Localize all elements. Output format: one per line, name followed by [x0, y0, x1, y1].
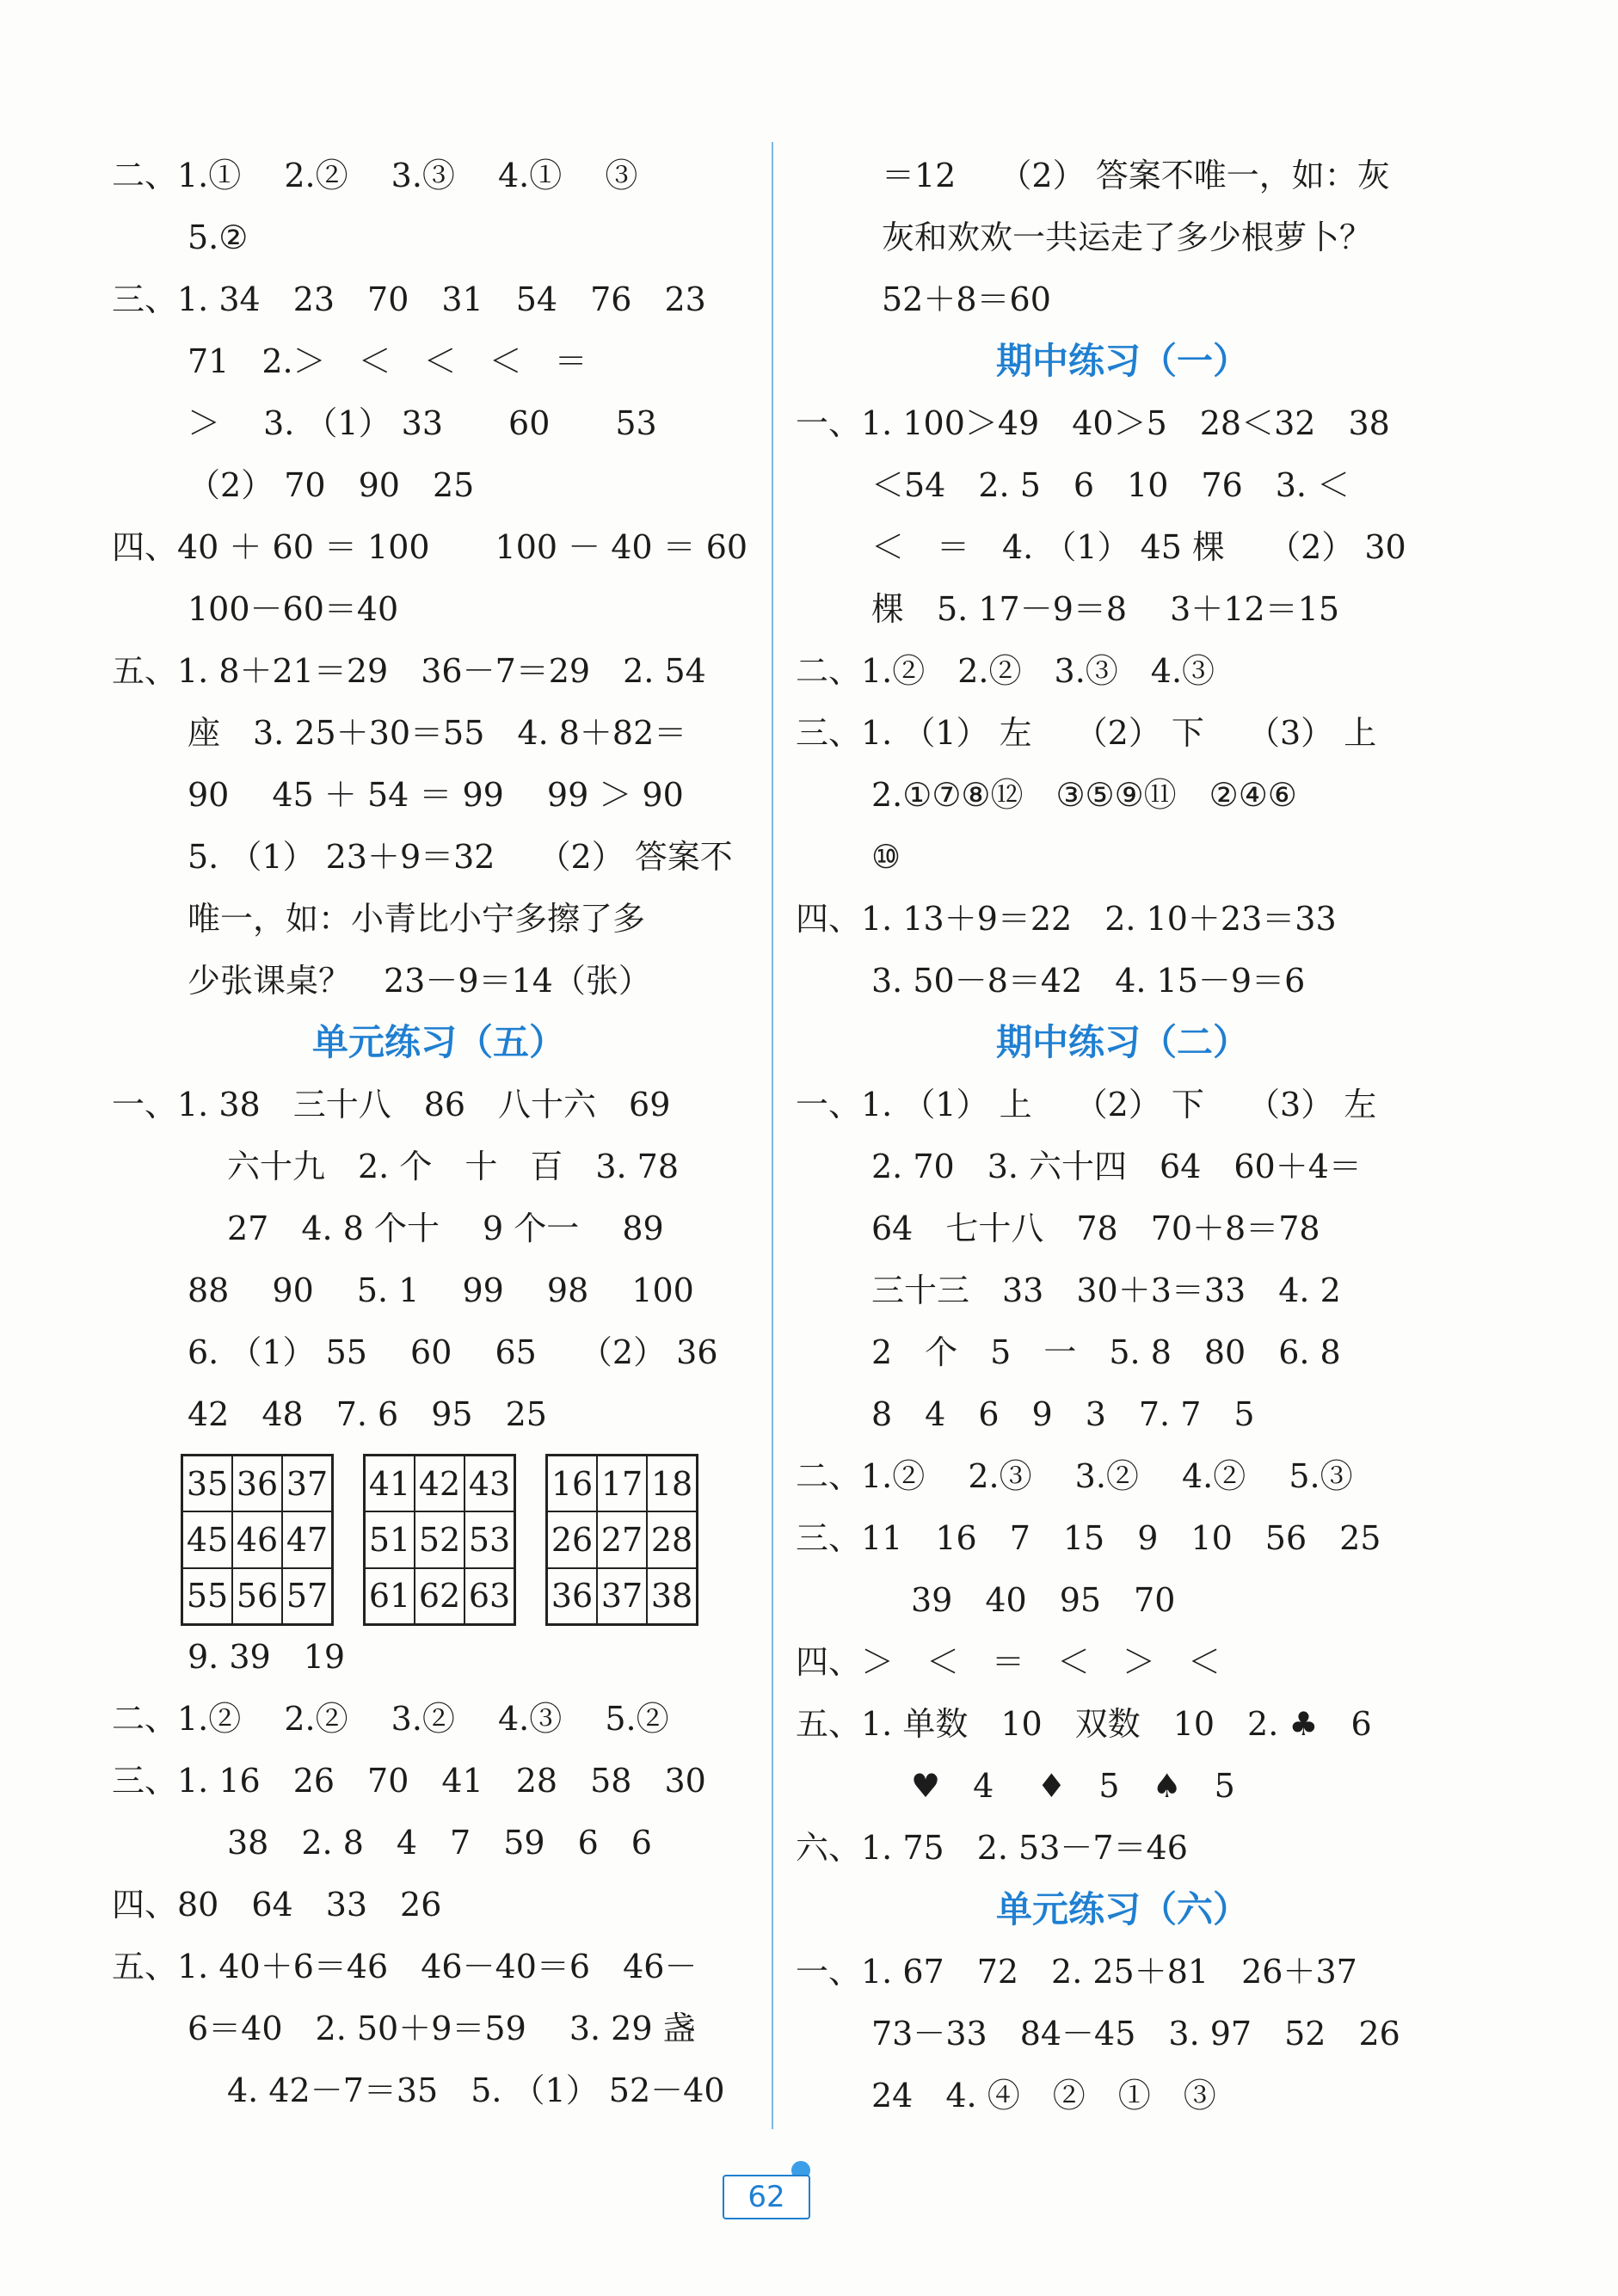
left-section-c: [112, 1626, 766, 2121]
grid-cell: 36: [547, 1568, 598, 1625]
answer-line: 一、1. （1） 上 （2） 下 （3） 左: [796, 1086, 1377, 1123]
answer-line: ♥ 4 ♦ 5 ♠ 5: [911, 1767, 1235, 1805]
grid-cell: 38: [647, 1568, 698, 1625]
answer-line: 5. （1） 23＋9＝32 （2） 答案不: [188, 838, 733, 876]
grid-cell: 27: [597, 1511, 647, 1567]
section-heading-unit-5: 单元练习（五）: [311, 1021, 565, 1063]
grid-cell: 18: [647, 1456, 698, 1512]
answer-line: 二、1.② 2.③ 3.② 4.② 5.③: [796, 1457, 1353, 1495]
answer-line: 一、1. 100＞49 40＞5 28＜32 38: [796, 404, 1390, 442]
number-grid: [181, 1454, 334, 1626]
grid-cell: 53: [464, 1511, 515, 1567]
answer-line: 三、11 16 7 15 9 10 56 25: [796, 1519, 1381, 1557]
answer-line: 四、＞ ＜ ＝ ＜ ＞ ＜: [796, 1643, 1221, 1681]
grid-cell: 51: [365, 1511, 415, 1567]
answer-line: 6. （1） 55 60 65 （2） 36: [188, 1333, 718, 1371]
answer-line: 2. 70 3. 六十四 64 60＋4＝: [871, 1148, 1362, 1185]
answer-line: 四、1. 13＋9＝22 2. 10＋23＝33: [796, 900, 1337, 938]
answer-line: 座 3. 25＋30＝55 4. 8＋82＝: [188, 714, 687, 752]
answer-line: 三、1. 16 26 70 41 28 58 30: [112, 1762, 706, 1800]
answer-line: 2 个 5 一 5. 8 80 6. 8: [871, 1333, 1341, 1371]
grid-cell: 62: [415, 1568, 464, 1625]
grid-cell: 42: [415, 1456, 464, 1512]
section-heading-midterm-2: 期中练习（二）: [995, 1021, 1249, 1063]
answer-line: 52＋8＝60: [882, 280, 1051, 318]
left-section-b: [112, 1074, 766, 1445]
grid-cell: 57: [282, 1568, 333, 1625]
answer-line: 三、1. 34 23 70 31 54 76 23: [112, 280, 706, 318]
page-number: 62: [723, 2175, 810, 2219]
number-grids: [112, 1445, 766, 1626]
answer-line: 9. 39 19: [188, 1638, 346, 1676]
answer-line: 五、1. 40＋6＝46 46－40＝6 46－: [112, 1948, 698, 1985]
grid-cell: 47: [282, 1511, 333, 1567]
grid-cell: 37: [282, 1456, 333, 1512]
right-section-c: [796, 1074, 1449, 1879]
grid-cell: 46: [232, 1511, 282, 1567]
answer-line: ＝12 （2） 答案不唯一，如：灰: [882, 157, 1390, 194]
answer-line: 三十三 33 30＋3＝33 4. 2: [871, 1271, 1341, 1309]
answer-line: （2） 70 90 25: [188, 466, 475, 504]
right-section-b: [796, 392, 1449, 1012]
section-heading-unit-6: 单元练习（六）: [995, 1888, 1249, 1930]
right-section-d: [796, 1941, 1449, 2127]
answer-line: 二、1.① 2.② 3.③ 4.① ③: [112, 157, 638, 194]
answer-line: 二、1.② 2.② 3.③ 4.③: [796, 652, 1215, 690]
answer-line: 24 4. ④ ② ① ③: [871, 2077, 1216, 2114]
answer-line: 一、1. 67 72 2. 25＋81 26＋37: [796, 1953, 1357, 1991]
answer-line: 6＝40 2. 50＋9＝59 3. 29 盏: [188, 2010, 696, 2047]
number-grid: [545, 1454, 698, 1626]
answer-line: 四、80 64 33 26: [112, 1886, 442, 1924]
left-column: [112, 145, 766, 2121]
answer-line: ＜ ＝ 4. （1） 45 棵 （2） 30: [871, 528, 1406, 566]
grid-cell: 17: [597, 1456, 647, 1512]
left-section-a: [112, 145, 766, 1012]
answer-line: 88 90 5. 1 99 98 100: [188, 1271, 694, 1309]
answer-line: 71 2.＞ ＜ ＜ ＜ ＝: [188, 342, 588, 380]
grid-cell: 28: [647, 1511, 698, 1567]
section-heading-midterm-1: 期中练习（一）: [995, 340, 1249, 382]
answer-line: 六十九 2. 个 十 百 3. 78: [227, 1148, 680, 1185]
answer-line: 64 七十八 78 70＋8＝78: [871, 1210, 1320, 1247]
answer-line: 一、1. 38 三十八 86 八十六 69: [112, 1086, 671, 1123]
answer-line: 少张课桌？ 23－9＝14（张）: [188, 962, 651, 1000]
answer-line: ＞ 3. （1） 33 60 53: [188, 404, 657, 442]
grid-cell: 45: [182, 1511, 233, 1567]
answer-line: 100－60＝40: [188, 590, 399, 628]
answer-line: ＜54 2. 5 6 10 76 3. ＜: [871, 466, 1350, 504]
grid-cell: 63: [464, 1568, 515, 1625]
grid-cell: 35: [182, 1456, 233, 1512]
answer-line: 四、40 ＋ 60 ＝ 100 100 － 40 ＝ 60: [112, 528, 748, 566]
answer-line: 灰和欢欢一共运走了多少根萝卜？: [882, 219, 1373, 256]
answer-line: 唯一，如：小青比小宁多擦了多: [188, 900, 646, 938]
number-grid: [363, 1454, 516, 1626]
answer-line: 五、1. 8＋21＝29 36－7＝29 2. 54: [112, 652, 706, 690]
answer-line: 90 45 ＋ 54 ＝ 99 99 ＞ 90: [188, 776, 684, 814]
answer-line: 8 4 6 9 3 7. 7 5: [871, 1395, 1255, 1433]
answer-line: 42 48 7. 6 95 25: [188, 1395, 547, 1433]
right-column: [796, 145, 1449, 2127]
answer-line: 27 4. 8 个十 9 个一 89: [227, 1210, 664, 1247]
column-divider: [772, 142, 773, 2129]
grid-cell: 37: [597, 1568, 647, 1625]
grid-cell: 43: [464, 1456, 515, 1512]
answer-line: 38 2. 8 4 7 59 6 6: [227, 1824, 652, 1862]
answer-line: ⑩: [871, 838, 901, 876]
grid-cell: 41: [365, 1456, 415, 1512]
answer-line: 二、1.② 2.② 3.② 4.③ 5.②: [112, 1700, 669, 1738]
answer-line: 六、1. 75 2. 53－7＝46: [796, 1829, 1188, 1867]
grid-cell: 52: [415, 1511, 464, 1567]
answer-line: 五、1. 单数 10 双数 10 2. ♣ 6: [796, 1705, 1372, 1743]
grid-cell: 61: [365, 1568, 415, 1625]
answer-line: 棵 5. 17－9＝8 3＋12＝15: [871, 590, 1340, 628]
answer-line: 3. 50－8＝42 4. 15－9＝6: [871, 962, 1306, 1000]
grid-cell: 55: [182, 1568, 233, 1625]
right-section-a: [796, 145, 1449, 330]
answer-line: 5.②: [188, 219, 249, 256]
grid-cell: 26: [547, 1511, 598, 1567]
answer-line: 4. 42－7＝35 5. （1） 52－40: [227, 2071, 725, 2109]
answer-line: 三、1. （1） 左 （2） 下 （3） 上: [796, 714, 1377, 752]
answer-line: 39 40 95 70: [911, 1581, 1176, 1619]
grid-cell: 56: [232, 1568, 282, 1625]
answer-line: 2.①⑦⑧⑫ ③⑤⑨⑪ ②④⑥: [871, 776, 1297, 814]
grid-cell: 16: [547, 1456, 598, 1512]
grid-cell: 36: [232, 1456, 282, 1512]
answer-line: 73－33 84－45 3. 97 52 26: [871, 2015, 1400, 2053]
